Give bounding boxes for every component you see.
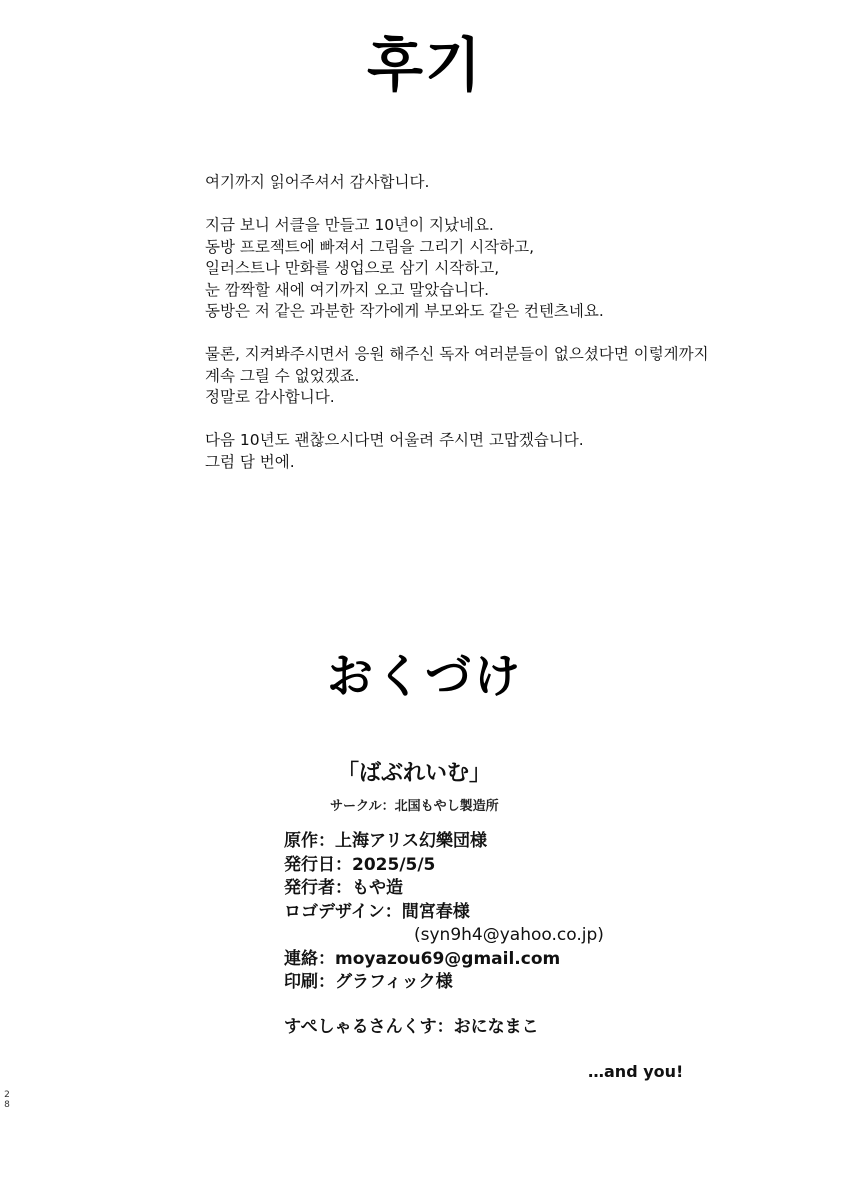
afterword-title: 후기: [366, 31, 484, 99]
credit-contact: 連絡：moyazou69@gmail.com: [284, 948, 561, 969]
afterword-line: 동방 프로젝트에 빠져서 그림을 그리기 시작하고,: [205, 237, 535, 256]
afterword-line: 여기까지 읽어주셔서 감사합니다.: [205, 173, 430, 191]
credit-logo-contact: (syn9h4@yahoo.co.jp): [414, 925, 604, 945]
afterword-body: [205, 172, 765, 495]
afterword-line: 지금 보니 서클을 만들고 10년이 지났네요.: [205, 216, 494, 234]
work-title: 「ばぶれいむ」: [336, 761, 491, 786]
afterword-paragraph-1: [205, 172, 765, 194]
afterword-line: 물론, 지켜봐주시면서 응원 해주신 독자 여러분들이 없으셨다면 이렇게까지: [205, 345, 709, 363]
credit-logo-design: ロゴデザイン：間宮春様: [284, 901, 470, 922]
credit-original: 原作：上海アリス幻樂団様: [284, 831, 487, 851]
afterword-paragraph-4: [205, 430, 765, 473]
afterword-line: 일러스트나 만화를 생업으로 삼기 시작하고,: [205, 259, 500, 277]
afterword-line: 눈 깜짝할 새에 여기까지 오고 말았습니다.: [205, 280, 490, 299]
afterword-line: 다음 10년도 괜찮으시다면 어울려 주시면 고맙겠습니다.: [205, 431, 584, 449]
credit-publisher: 発行者：もや造: [284, 878, 403, 898]
credit-printing: 印刷：グラフィック様: [284, 972, 453, 992]
circle-name: サークル：北国もやし製造所: [330, 799, 499, 814]
colophon-credits: [284, 830, 704, 995]
afterword-line: 정말로 감사합니다.: [205, 388, 335, 406]
afterword-line: 동방은 저 같은 과분한 작가에게 부모와도 같은 컨텐츠네요.: [205, 302, 604, 320]
afterword-line: 계속 그릴 수 없었겠죠.: [205, 366, 360, 385]
page-number: 28: [4, 1090, 10, 1110]
credit-published-date: 発行日：2025/5/5: [284, 854, 436, 875]
special-thanks: すぺしゃるさんくす：おになまこ: [284, 1017, 539, 1037]
afterword-paragraph-3: [205, 344, 765, 409]
colophon-title: おくづけ: [327, 649, 523, 703]
afterword-paragraph-2: [205, 215, 765, 323]
and-you-note: …and you!: [588, 1062, 684, 1081]
afterword-line: 그럼 담 번에.: [205, 452, 295, 471]
